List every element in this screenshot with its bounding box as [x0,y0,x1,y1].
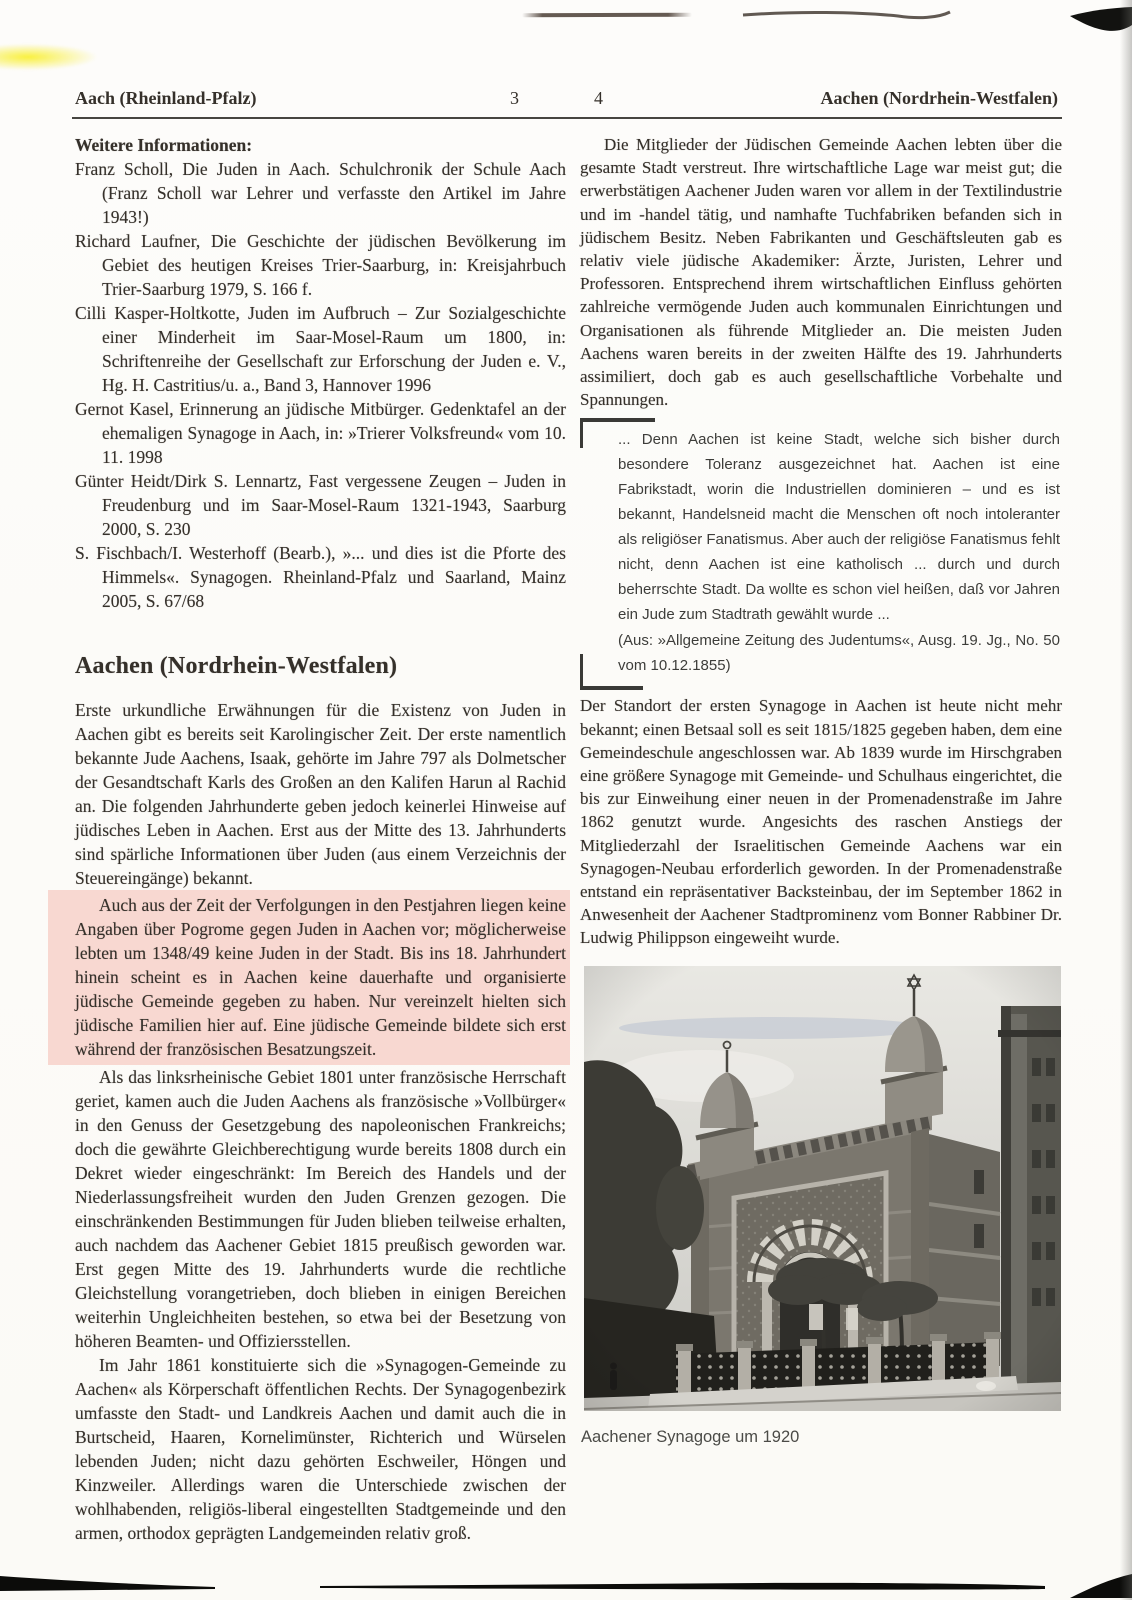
quote-source: (Aus: »Allgemeine Zeitung des Judentums«, Ausg. 19. Jg., No. 50 vom 10.12.1855) [618,632,1060,675]
body-paragraph: Erste urkundliche Erwähnungen für die Existenz von Juden in Aachen gibt es bereits seit Karolingischer Zeit. Der erste namentlich bekannte Jude Aachens, Isaak, gehörte im Jahre 797 als Dolmetscher der Gesandtschaft Karls des Großen an den Kalifen Harun al Rachid an. Die folgenden Jahrhunderte geben jedoch keinerlei Hinweise auf jüdisches Leben in Aachen. Erst aus der Mitte des 13. Jahrhunderts sind spärliche Informationen über Juden (aus einem Verzeichnis der Steuereingänge) bekannt. [75,700,566,888]
scan-line-mark [522,13,692,18]
quote-text: ... Denn Aachen ist keine Stadt, welche sich bisher durch besondere Toleranz ausgezeichnet hat. Aachen ist eine Fabrikstadt, worin die Industriellen dominieren – und es ist bekannt, Handelsneid macht die Menschen oft noch intoleranter als religiöser Fanatismus. Aber auch der religiöse Fanatismus fehlt nicht, denn Aachen ist eine katholisch ... durch und durch beherrschte Stadt. Da wollte es schon viel heißen, daß vor Jahren ein Jude zum Stadtrath gewählt wurde ... [618,431,1060,624]
bibliography-entry: Richard Laufner, Die Geschichte der jüdischen Bevölkerung im Gebiet des heutigen Kreises Trier-Saarburg, in: Kreisjahrbuch Trier-Saarburg 1979, S. 166 f. [75,231,566,299]
page-edge-shadow-right [1120,0,1132,1600]
body-paragraph: Im Jahr 1861 konstituierte sich die »Synagogen-Gemeinde zu Aachen« als Körperschaft öffentlichen Rechts. Der Synagogenbezirk umfasste den Stadt- und Landkreis Aachen und damit auch die in Burtscheid, Haaren, Kornelimünster, Richterich und Würselen lebenden Juden; nicht dazu gehörten Eschweiler, Höngen und Kinzweiler. Allerdings waren die Unterschiede zwischen der wohlhabenden, religiös-liberal eingestellten Stadtgemeinde und den armen, orthodox geprägten Landgemeinden relativ groß. [75,1355,566,1543]
body-paragraph: Der Standort der ersten Synagoge in Aachen ist heute nicht mehr bekannt; einen Betsaal soll es seit 1815/1825 gegeben haben, dem eine Gemeindeschule angeschlossen war. Ab 1839 wurde im Hirschgraben eine größere Synagoge mit Gemeinde- und Schulhaus eingerichtet, die bis zur Einweihung einer neuen in der Promenadenstraße im Jahre 1862 genutzt wurde. Angesichts des raschen Anstiegs der Mitgliederzahl der Israelitischen Gemeinde Aachens war ein Synagogen-Neubau erforderlich geworden. In der Promenadenstraße entstand ein repräsentativer Backsteinbau, der im September 1862 in Anwesenheit der Aachener Stadtprominenz vom Bonner Rabbiner Dr. Ludwig Philippson eingeweiht wurde. [580,696,1063,948]
highlighted-passage [48,890,570,1065]
photo-caption: Aachener Synagoge um 1920 [581,1427,800,1446]
scan-curved-mark [738,6,958,26]
synagogue-photo-graphic [584,966,1061,1411]
left-column [75,133,566,1545]
bibliography-entry: Günter Heidt/Dirk S. Lennartz, Fast vergessene Zeugen – Juden in Freudenburg und im Saar-Mosel-Raum 1321-1943, Saarburg 2000, S. 230 [75,471,566,539]
page-number-left: 3 [510,88,519,108]
page-number-right: 4 [594,88,603,108]
page-edge-shadow-bottom [0,1570,1132,1598]
bibliography-entry: Franz Scholl, Die Juden in Aach. Schulchronik der Schule Aach (Franz Scholl war Lehrer und verfasste den Artikel im Jahre 1943!) [75,159,566,227]
section-heading: Aachen (Nordrhein-Westfalen) [75,653,398,679]
body-paragraph: Als das linksrheinische Gebiet 1801 unter französische Herrschaft geriet, kamen auch die Juden Aachens als französische »Vollbürger« in den Genuss der Gesetzgebung des napoleonischen Frankreichs; doch die gewährte Gleichberechtigung wurde bereits 1808 durch ein Dekret wieder eingeschränkt: Im Bereich des Handels und der Niederlassungsfreiheit wurden den Juden Grenzen gezogen. Die einschränkenden Bestimmungen für Juden blieben teilweise erhalten, auch nachdem das Aachener Gebiet 1815 preußisch geworden war. Erst gegen Mitte des 19. Jahrhunderts wurde die rechtliche Gleichstellung vorangetrieben, doch blieben in einigen Bereichen weiterhin Ungleichheiten bestehen, so etwa bei der Besetzung von höheren Beamten- und Offiziersstellen. [75,1067,566,1351]
bibliography-entry: Cilli Kasper-Holtkotte, Juden im Aufbruch – Zur Sozialgeschichte einer Minderheit im Saar-Mosel-Raum um 1800, in: Schriftenreihe der Gesellschaft zur Erforschung der Juden e. V., Hg. H. Castritius/u. a., Band 3, Hannover 1996 [75,303,566,395]
newspaper-quote [580,420,1062,684]
highlighter-smudge [0,44,96,70]
synagogue-photo [584,966,1061,1411]
highlighted-text: Auch aus der Zeit der Verfolgungen in den Pestjahren liegen keine Angaben über Pogrome gegen Juden in Aachen vor; möglicherweise lebten um 1348/49 keine Juden in der Stadt. Bis ins 18. Jahrhundert hinein scheint es in Aachen keine dauerhafte und organisierte jüdische Gemeinde gegeben zu haben. Nur vereinzelt hielten sich jüdische Familien hier auf. Eine jüdische Gemeinde bildete sich erst während der französischen Besatzungszeit. [75,895,566,1059]
running-header-right: Aachen (Nordrhein-Westfalen) [820,88,1058,108]
header-rule [72,117,1062,119]
running-header-left: Aach (Rheinland-Pfalz) [75,88,257,108]
bibliography-entry: S. Fischbach/I. Westerhoff (Bearb.), »... und dies ist die Pforte des Himmels«. Synagogen. Rheinland-Pfalz und Saarland, Mainz 2005, S. 67/68 [75,543,566,611]
bibliography-entry: Gernot Kasel, Erinnerung an jüdische Mitbürger. Gedenktafel an der ehemaligen Synagoge in Aach, in: »Trierer Volksfreund« vom 10. 11. 1998 [75,399,566,467]
body-paragraph: Die Mitglieder der Jüdischen Gemeinde Aachen lebten über die gesamte Stadt verstreut. Ihre wirtschaftliche Lage war meist gut; die erwerbstätigen Aachener Juden waren vor allem in der Textilindustrie und im -handel tätig, und namhafte Tuchfabriken befanden sich in jüdischem Besitz. Neben Fabrikanten und Geschäftsleuten gab es relativ viele jüdische Akademiker: Ärzte, Juristen, Lehrer und Professoren. Entsprechend ihrem wirtschaftlichen Einfluss gehörten zahlreiche vermögende Juden auch kommunalen Einrichtungen und Organisationen als führende Mitglieder an. Die meisten Juden Aachens waren bereits in der zweiten Hälfte des 19. Jahrhunderts assimiliert, doch gab es auch gesellschaftliche Vorbehalte und Spannungen. [580,135,1062,410]
further-information-heading: Weitere Informationen: [75,135,253,155]
right-column [580,133,1062,1447]
